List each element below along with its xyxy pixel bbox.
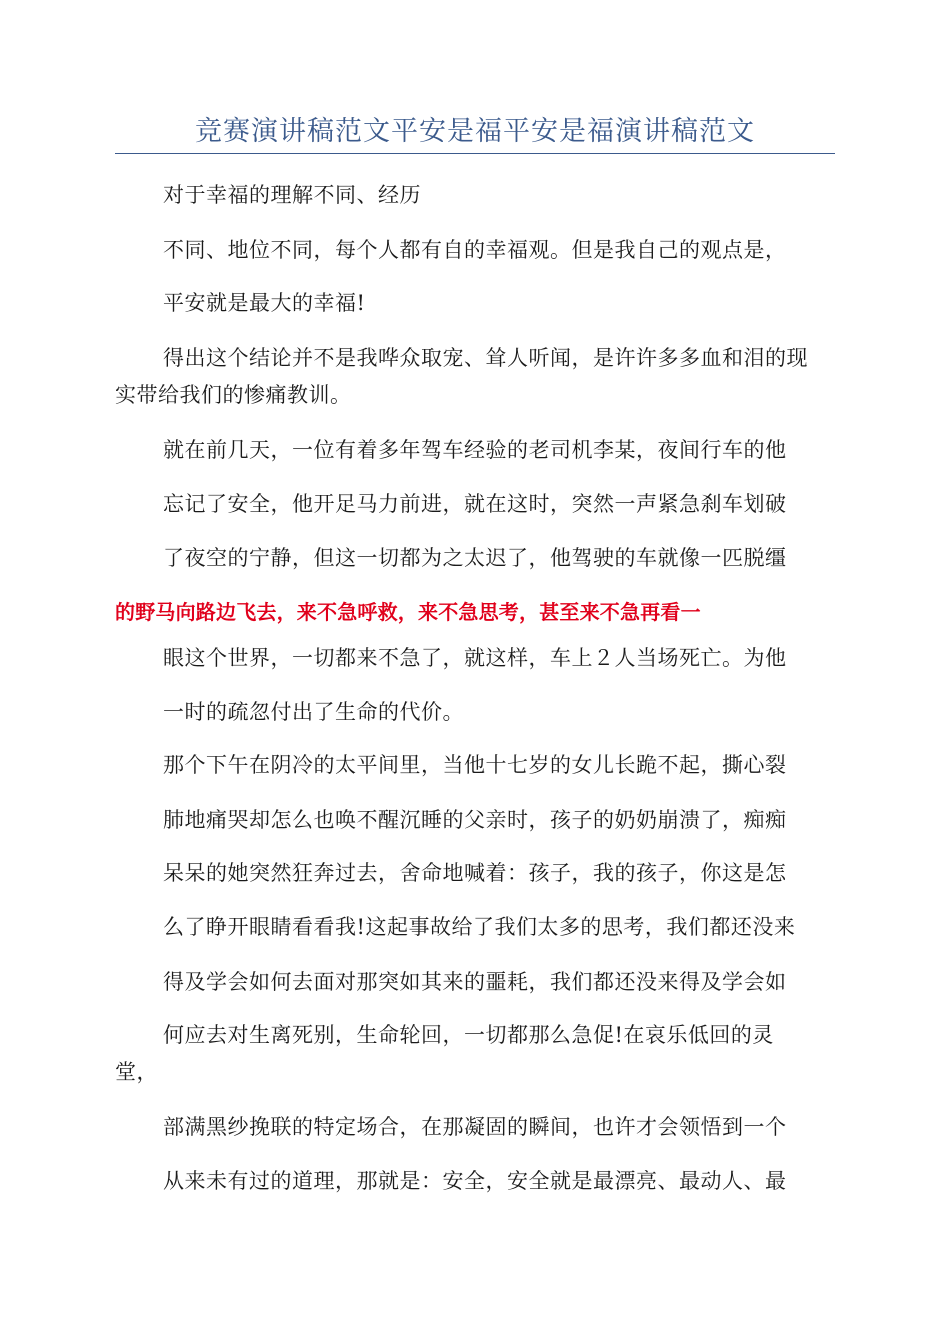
highlighted-line: 的野马向路边飞去，来不急呼救，来不急思考，甚至来不急再看一: [115, 600, 701, 624]
paragraph-line: 了夜空的宁静，但这一切都为之太迟了，他驾驶的车就像一匹脱缰: [163, 546, 787, 570]
title-underline: [115, 153, 835, 154]
paragraph-line: 堂，: [115, 1060, 158, 1084]
paragraph-line: 眼这个世界，一切都来不急了，就这样，车上２人当场死亡。为他: [163, 646, 787, 670]
paragraph-line: 实带给我们的惨痛教训。: [115, 383, 352, 407]
paragraph-line: 么了睁开眼睛看看我!这起事故给了我们太多的思考，我们都还没来: [163, 915, 796, 939]
paragraph-line: 对于幸福的理解不同、经历: [163, 183, 421, 207]
paragraph-line: 肺地痛哭却怎么也唤不醒沉睡的父亲时，孩子的奶奶崩溃了，痴痴: [163, 808, 787, 832]
paragraph-line: 那个下午在阴冷的太平间里，当他十七岁的女儿长跪不起，撕心裂: [163, 753, 787, 777]
paragraph-line: 呆呆的她突然狂奔过去，舍命地喊着：孩子，我的孩子，你这是怎: [163, 861, 787, 885]
paragraph-line: 不同、地位不同，每个人都有自的幸福观。但是我自己的观点是，: [163, 238, 787, 262]
document-title: 竞赛演讲稿范文平安是福平安是福演讲稿范文: [195, 116, 755, 147]
paragraph-line: 部满黑纱挽联的特定场合，在那凝固的瞬间，也许才会领悟到一个: [163, 1115, 787, 1139]
paragraph-line: 何应去对生离死别，生命轮回，一切都那么急促!在哀乐低回的灵: [163, 1023, 774, 1047]
paragraph-line: 得及学会如何去面对那突如其来的噩耗，我们都还没来得及学会如: [163, 970, 787, 994]
paragraph-line: 从来未有过的道理，那就是：安全，安全就是最漂亮、最动人、最: [163, 1169, 787, 1193]
paragraph-line: 一时的疏忽付出了生命的代价。: [163, 700, 464, 724]
paragraph-line: 忘记了安全，他开足马力前进，就在这时，突然一声紧急刹车划破: [163, 492, 787, 516]
paragraph-line: 就在前几天，一位有着多年驾车经验的老司机李某，夜间行车的他: [163, 438, 787, 462]
paragraph-line: 平安就是最大的幸福!: [163, 291, 366, 315]
paragraph-line: 得出这个结论并不是我哗众取宠、耸人听闻，是许许多多血和泪的现: [163, 346, 808, 370]
